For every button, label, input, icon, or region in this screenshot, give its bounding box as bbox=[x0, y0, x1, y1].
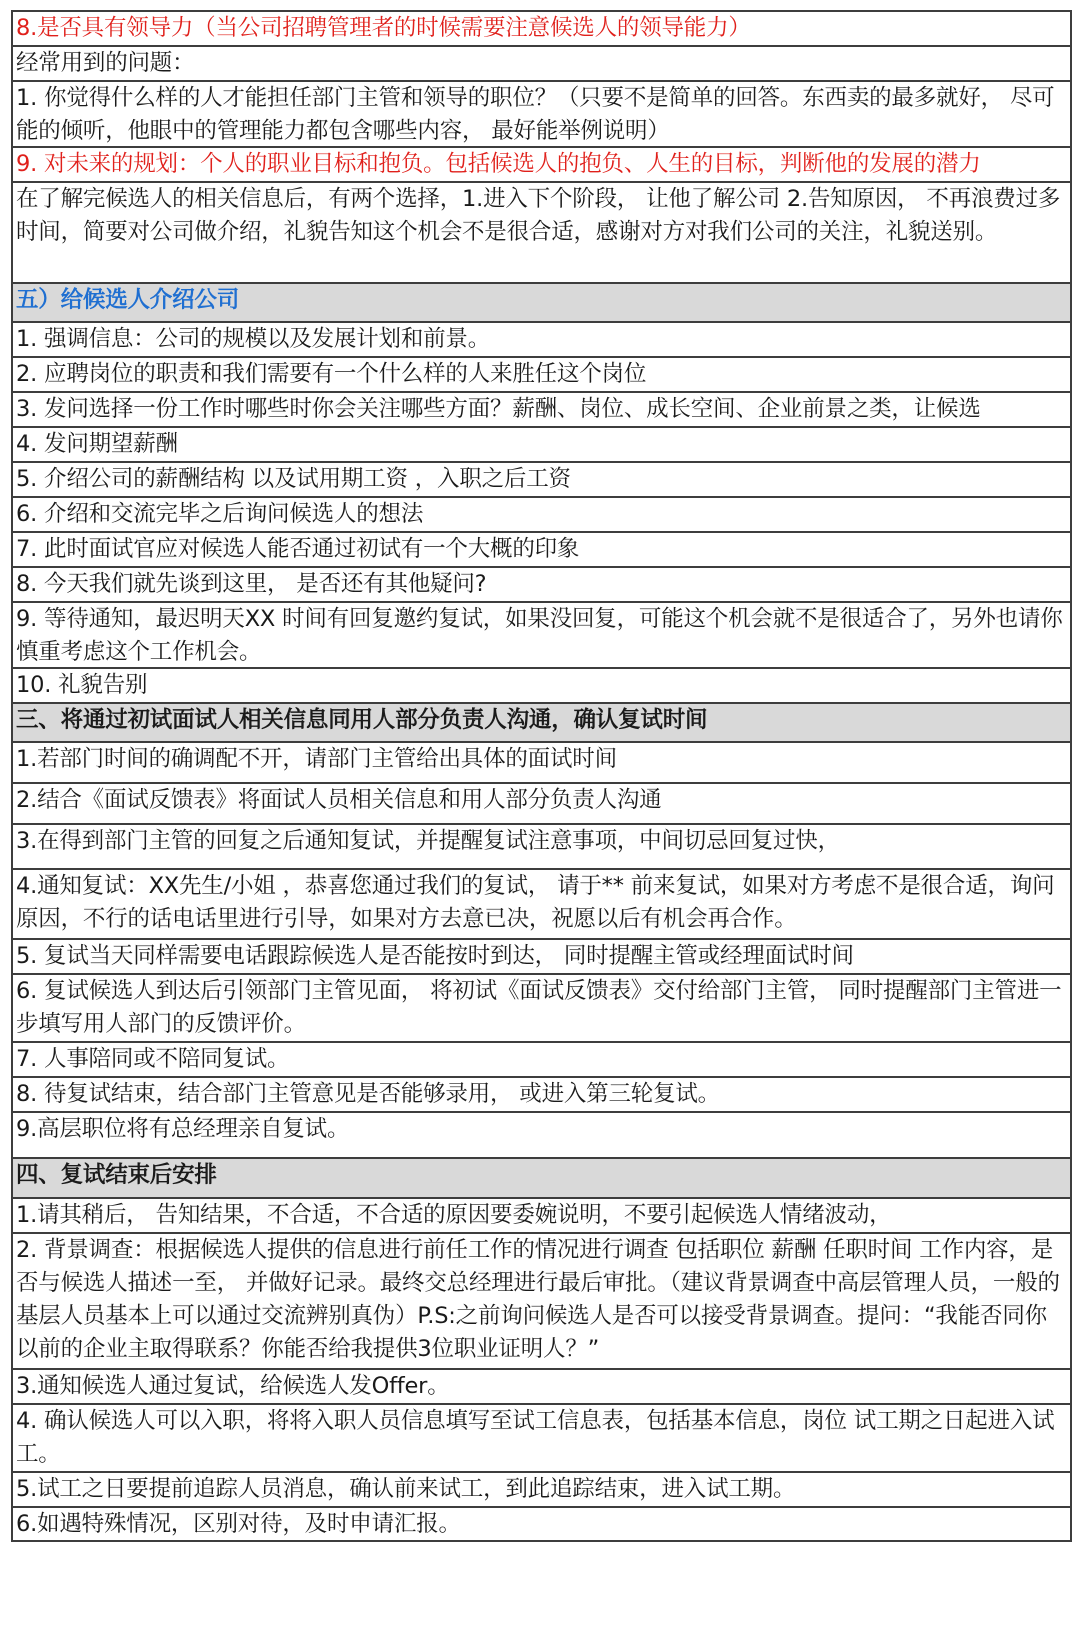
row-future-plan-heading: 9. 对未来的规划：个人的职业目标和抱负。包括候选人的抱负、人生的目标，判断他的发展的潜力 bbox=[13, 148, 1070, 183]
list-item: 6. 介绍和交流完毕之后询问候选人的想法 bbox=[13, 498, 1070, 533]
list-item: 4. 发问期望薪酬 bbox=[13, 428, 1070, 463]
list-item: 10. 礼貌告别 bbox=[13, 669, 1070, 704]
row-two-choices: 在了解完候选人的相关信息后，有两个选择，1.进入下个阶段， 让他了解公司 2.告知原因， 不再浪费过多时间，简要对公司做介绍，礼貌告知这个机会不是很合适，感谢对方对我们公司的关注，礼貌送别。 bbox=[13, 183, 1070, 284]
list-item: 7. 人事陪同或不陪同复试。 bbox=[13, 1043, 1070, 1078]
list-item: 4.通知复试：XX先生/小姐 ，恭喜您通过我们的复试， 请于** 前来复试，如果对方考虑不是很合适，询问原因，不行的话电话里进行引导，如果对方去意已决，祝愿以后有机会再合作。 bbox=[13, 870, 1070, 940]
list-item: 2.结合《面试反馈表》将面试人员相关信息和用人部分负责人沟通 bbox=[13, 784, 1070, 825]
row-leadership-heading: 8.是否具有领导力（当公司招聘管理者的时候需要注意候选人的领导能力） bbox=[13, 12, 1070, 47]
list-item: 8. 今天我们就先谈到这里， 是否还有其他疑问? bbox=[13, 568, 1070, 603]
section-header-confirm-retest: 三、将通过初试面试人相关信息同用人部分负责人沟通，确认复试时间 bbox=[13, 704, 1070, 743]
list-item: 3. 发问选择一份工作时哪些时你会关注哪些方面？薪酬、岗位、成长空间、企业前景之类，让候选 bbox=[13, 393, 1070, 428]
list-item: 7. 此时面试官应对候选人能否通过初试有一个大概的印象 bbox=[13, 533, 1070, 568]
list-item: 6. 复试候选人到达后引领部门主管见面， 将初试《面试反馈表》交付给部门主管， 同时提醒部门主管进一步填写用人部门的反馈评价。 bbox=[13, 975, 1070, 1043]
list-item: 5. 复试当天同样需要电话跟踪候选人是否能按时到达， 同时提醒主管或经理面试时间 bbox=[13, 940, 1070, 975]
list-item: 8. 待复试结束，结合部门主管意见是否能够录用， 或进入第三轮复试。 bbox=[13, 1078, 1070, 1113]
list-item: 3.通知候选人通过复试，给候选人发Offer。 bbox=[13, 1370, 1070, 1405]
list-item: 2. 应聘岗位的职责和我们需要有一个什么样的人来胜任这个岗位 bbox=[13, 358, 1070, 393]
list-item: 9. 等待通知，最迟明天XX 时间有回复邀约复试，如果没回复，可能这个机会就不是很适合了，另外也请你慎重考虑这个工作机会。 bbox=[13, 603, 1070, 669]
row-leadership-question: 1. 你觉得什么样的人才能担任部门主管和领导的职位？（只要不是简单的回答。东西卖的最多就好， 尽可能的倾听，他眼中的管理能力都包含哪些内容， 最好能举例说明） bbox=[13, 82, 1070, 148]
list-item: 9.高层职位将有总经理亲自复试。 bbox=[13, 1113, 1070, 1159]
row-common-questions: 经常用到的问题： bbox=[13, 47, 1070, 82]
list-item: 6.如遇特殊情况，区别对待，及时申请汇报。 bbox=[13, 1508, 1070, 1542]
list-item: 1.若部门时间的确调配不开，请部门主管给出具体的面试时间 bbox=[13, 743, 1070, 784]
list-item: 1. 强调信息：公司的规模以及发展计划和前景。 bbox=[13, 323, 1070, 358]
list-item: 5.试工之日要提前追踪人员消息，确认前来试工，到此追踪结束，进入试工期。 bbox=[13, 1473, 1070, 1508]
list-item: 1.请其稍后， 告知结果，不合适，不合适的原因要委婉说明，不要引起候选人情绪波动， bbox=[13, 1199, 1070, 1234]
section-header-introduce-company: 五）给候选人介绍公司 bbox=[13, 284, 1070, 323]
list-item: 5. 介绍公司的薪酬结构 以及试用期工资 ，入职之后工资 bbox=[13, 463, 1070, 498]
list-item: 3.在得到部门主管的回复之后通知复试，并提醒复试注意事项，中间切忌回复过快， bbox=[13, 825, 1070, 870]
list-item: 2. 背景调查：根据候选人提供的信息进行前任工作的情况进行调查 包括职位 薪酬 任职时间 工作内容，是否与候选人描述一至， 并做好记录。最终交总经理进行最后审批。（建议背景调查中高层管理人员，一般的基层人员基本上可以通过交流辨别真伪）P.S:之前询问候选人是否可以接受背景调查。提问：“我能否同你以前的企业主取得联系？你能否给我提供3位职业证明人？” bbox=[13, 1234, 1070, 1370]
list-item: 4. 确认候选人可以入职，将将入职人员信息填写至试工信息表，包括基本信息，岗位 试工期之日起进入试工。 bbox=[13, 1405, 1070, 1473]
procedure-table bbox=[11, 10, 1072, 1542]
section-header-after-retest: 四、复试结束后安排 bbox=[13, 1159, 1070, 1199]
